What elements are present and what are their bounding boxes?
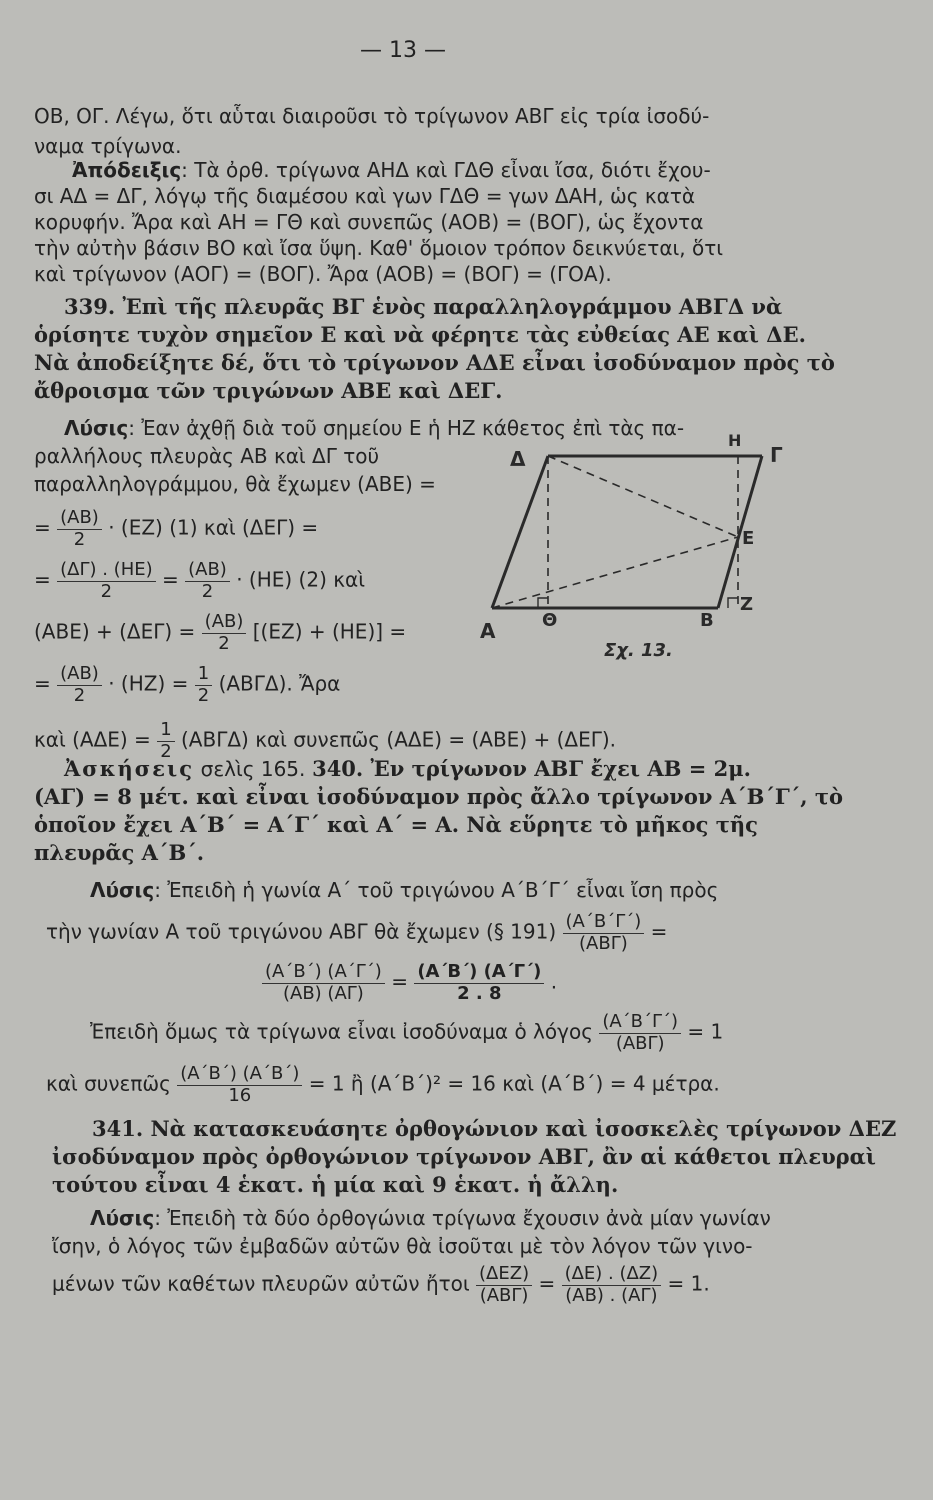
text-span: = 1 <box>687 1019 724 1044</box>
text-span: · (ΕΖ) (1) καὶ (ΔΕΓ) = <box>108 515 319 540</box>
text-line: καὶ τρίγωνον (ΑΟΓ) = (ΒΟΓ). Ἄρα (ΑΟΒ) = (ΒΟΓ) = (ΓΟΑ). <box>34 262 612 286</box>
text-span: : Ἐαν ἀχθῇ διὰ τοῦ σημείου Ε ἡ ΗΖ κάθετος ἐπὶ τὰς πα- <box>128 416 685 440</box>
text-span: [(ΕΖ) + (ΗΕ)] = <box>252 619 407 644</box>
text-span: μένων τῶν καθέτων πλευρῶν αὐτῶν ἤτοι <box>52 1271 470 1296</box>
text-line: ΟΒ, ΟΓ. Λέγω, ὅτι αὗται διαιροῦσι τὸ τρίγωνον ΑΒΓ εἰς τρία ἰσοδύ- <box>34 104 710 128</box>
eq-sign: = <box>34 567 51 592</box>
text-span: 340. Ἐν τρίγωνον ΑΒΓ ἔχει ΑΒ = 2μ. <box>312 756 751 781</box>
text-span: (ΑΒΓΔ) καὶ συνεπῶς (ΑΔΕ) = (ΑΒΕ) + (ΔΕΓ). <box>181 727 617 752</box>
page-number: — 13 — <box>360 38 446 63</box>
problem-number: 339. <box>64 294 116 319</box>
numerator: (Α΄Β΄) (Α΄Γ΄) <box>414 962 544 984</box>
figure-13 <box>470 426 800 666</box>
side-AD <box>492 456 548 608</box>
text-line: τὴν αὐτὴν βάσιν ΒΟ καὶ ἴσα ὕψη. Καθ' ὅμοιον τρόπον δεικνύεται, ὅτι <box>34 236 724 260</box>
segment-DE <box>548 456 738 537</box>
denominator: 2 <box>201 580 214 602</box>
text-line: ὁρίσητε τυχὸν σημεῖον Ε καὶ νὰ φέρητε τὰς εὐθείας ΑΕ καὶ ΔΕ. <box>34 322 806 347</box>
fraction <box>185 560 230 602</box>
text-span: = 1. <box>667 1271 710 1296</box>
denominator: 2 . 8 <box>457 982 502 1004</box>
side-BG <box>718 456 762 608</box>
text-span: Νὰ κατασκευάσητε ὀρθογώνιον καὶ ἰσοσκελὲς τρίγωνον ΔΕΖ <box>150 1116 897 1141</box>
eq-sign: = <box>391 969 408 994</box>
fraction <box>414 962 544 1004</box>
fraction <box>563 912 645 954</box>
exercises-heading: Ἀσκήσεις <box>64 756 194 781</box>
equation-line <box>52 1264 710 1306</box>
text-line: ἴσην, ὁ λόγος τῶν ἐμβαδῶν αὐτῶν θὰ ἰσοῦται μὲ τὸν λόγον τῶν γινο- <box>52 1234 753 1258</box>
denominator: 16 <box>228 1084 252 1106</box>
text-span: = 1 ἢ (Α΄Β΄)² = 16 καὶ (Α΄Β΄) = 4 μέτρα. <box>308 1071 720 1096</box>
text-line: ὁποῖον ἔχει Α΄Β΄ = Α΄Γ΄ καὶ Α΄ = Α. Νὰ εὕρητε τὸ μῆκος τῆς <box>34 812 758 837</box>
equation-line <box>34 508 318 550</box>
fraction <box>262 962 385 1004</box>
text-line: ἰσοδύναμον πρὸς ὀρθογώνιον τρίγωνον ΑΒΓ, ἂν αἱ κάθετοι πλευραὶ <box>52 1144 876 1169</box>
text-line <box>72 160 711 180</box>
fraction <box>57 664 102 706</box>
numerator: (ΑΒ) <box>57 664 102 686</box>
problem-341-line <box>92 1118 896 1139</box>
numerator: (Α΄Β΄Γ΄) <box>599 1012 681 1034</box>
numerator: (Α΄Β΄) (Α΄Γ΄) <box>262 962 385 984</box>
numerator: (ΑΒ) <box>185 560 230 582</box>
eq-sign: = <box>34 515 51 540</box>
text-line: παραλληλογράμμου, θὰ ἔχωμεν (ΑΒΕ) = <box>34 472 436 496</box>
denominator: 2 <box>73 684 86 706</box>
text-line: ραλλήλους πλευρὰς ΑΒ καὶ ΔΓ τοῦ <box>34 444 380 468</box>
text-span: καὶ συνεπῶς <box>46 1071 171 1096</box>
right-angle-Z <box>728 598 738 608</box>
figure-caption: Σχ. 13. <box>604 640 673 661</box>
equation-line <box>46 1064 720 1106</box>
text-line: (ΑΓ) = 8 μέτ. καὶ εἶναι ἰσοδύναμον πρὸς ἄλλο τρίγωνον Α΄Β΄Γ΄, τὸ <box>34 784 843 809</box>
denominator: (ΑΒΓ) <box>579 932 628 954</box>
equation-line <box>34 612 406 654</box>
numerator: (ΑΒ) <box>57 508 102 530</box>
problem-number: 341. <box>92 1116 144 1141</box>
numerator: 1 <box>157 720 174 742</box>
text-line: πλευρᾶς Α΄Β΄. <box>34 840 205 865</box>
text-span: τὴν γωνίαν Α τοῦ τριγώνου ΑΒΓ θὰ ἔχωμεν (§ 191) <box>46 919 557 944</box>
label-E: Ε <box>742 528 755 549</box>
denominator: (ΑΒ) (ΑΓ) <box>283 982 364 1004</box>
fraction <box>57 560 156 602</box>
text-line: σι ΑΔ = ΔΓ, λόγῳ τῆς διαμέσου καὶ γων ΓΔΘ = γων ΔΑΗ, ὡς κατὰ <box>34 184 696 208</box>
numerator: (Α΄Β΄Γ΄) <box>563 912 645 934</box>
numerator: (ΔΕΖ) <box>476 1264 532 1286</box>
numerator: 1 <box>195 664 212 686</box>
fraction <box>562 1264 662 1306</box>
eq-sign: = <box>538 1271 556 1296</box>
text-span: (ΑΒΓΔ). Ἄρα <box>218 671 341 696</box>
label-G: Γ <box>770 443 783 467</box>
proof-heading: Ἀπόδειξις <box>72 158 182 182</box>
text-line <box>90 1208 771 1228</box>
text-line: ναμα τρίγωνα. <box>34 134 182 158</box>
solution-heading: Λύσις <box>90 1206 155 1230</box>
text-line: ἄθροισμα τῶν τριγώνων ΑΒΕ καὶ ΔΕΓ. <box>34 378 503 403</box>
fraction <box>476 1264 532 1306</box>
fraction <box>177 1064 302 1106</box>
equation-line <box>34 664 340 706</box>
label-Th: Θ <box>542 610 558 631</box>
denominator: (ΑΒΓ) <box>615 1032 665 1054</box>
segment-AE <box>492 537 738 608</box>
text-span: · (ΗΖ) = <box>108 671 189 696</box>
label-B: Β <box>700 610 714 631</box>
text-line <box>90 880 718 900</box>
equation-line <box>90 1012 723 1054</box>
numerator: (ΔΕ) . (ΔΖ) <box>562 1264 662 1286</box>
fraction <box>57 508 102 550</box>
text-span: : Ἐπειδὴ ἡ γωνία Α΄ τοῦ τριγώνου Α΄Β΄Γ΄ εἶναι ἴση πρὸς <box>154 878 719 902</box>
eq-sign: = <box>34 671 51 696</box>
text-span: · (ΗΕ) (2) καὶ <box>236 567 365 592</box>
denominator: 2 <box>197 684 210 706</box>
eq-sign: = <box>650 919 668 944</box>
fraction <box>599 1012 681 1054</box>
problem-339-line <box>64 296 782 317</box>
fraction <box>202 612 247 654</box>
denominator: (ΑΒΓ) <box>479 1284 529 1306</box>
text-line: Νὰ ἀποδείξητε δέ, ὅτι τὸ τρίγωνον ΑΔΕ εἶναι ἰσοδύναμον πρὸς τὸ <box>34 350 835 375</box>
exercise-340-line <box>64 758 751 780</box>
denominator: 2 <box>100 580 113 602</box>
text-span: : Ἐπειδὴ τὰ δύο ὀρθογώνια τρίγωνα ἔχουσιν ἀνὰ μίαν γωνίαν <box>154 1206 771 1230</box>
numerator: (ΔΓ) . (ΗΕ) <box>57 560 156 582</box>
text-span: . <box>550 969 558 994</box>
denominator: 2 <box>218 632 230 654</box>
label-H: Η <box>728 431 742 450</box>
text-span: : Τὰ ὀρθ. τρίγωνα ΑΗΔ καὶ ΓΔΘ εἶναι ἴσα, διότι ἔχου- <box>181 158 711 182</box>
label-D: Δ <box>510 447 526 471</box>
text-line: κορυφήν. Ἄρα καὶ ΑΗ = ΓΘ καὶ συνεπῶς (ΑΟΒ) = (ΒΟΓ), ὡς ἔχοντα <box>34 210 704 234</box>
numerator: (ΑΒ) <box>202 612 247 634</box>
text-span: καὶ (ΑΔΕ) = <box>34 727 151 752</box>
eq-sign: = <box>162 567 179 592</box>
fraction <box>195 664 212 706</box>
text-span: σελὶς 165. <box>200 757 306 781</box>
text-line: τούτου εἶναι 4 ἑκατ. ἡ μία καὶ 9 ἑκατ. ἡ ἄλλη. <box>52 1172 619 1197</box>
denominator: (ΑΒ) . (ΑΓ) <box>565 1284 658 1306</box>
equation-line <box>262 962 557 1004</box>
text-span: Ἐπειδὴ ὅμως τὰ τρίγωνα εἶναι ἰσοδύναμα ὁ λόγος <box>90 1019 593 1044</box>
denominator: 2 <box>160 740 172 762</box>
label-Z: Ζ <box>740 594 754 615</box>
text-span: Ἐπὶ τῆς πλευρᾶς ΒΓ ἑνὸς παραλληλογράμμου ΑΒΓΔ νὰ <box>122 294 783 319</box>
numerator: (Α΄Β΄) (Α΄Β΄) <box>177 1064 302 1086</box>
equation-line <box>34 560 365 602</box>
equation-line <box>46 912 667 954</box>
text-span: (ΑΒΕ) + (ΔΕΓ) = <box>34 619 196 644</box>
denominator: 2 <box>73 528 86 550</box>
label-A: Α <box>480 619 496 643</box>
solution-heading: Λύσις <box>64 416 129 440</box>
solution-heading: Λύσις <box>90 878 155 902</box>
